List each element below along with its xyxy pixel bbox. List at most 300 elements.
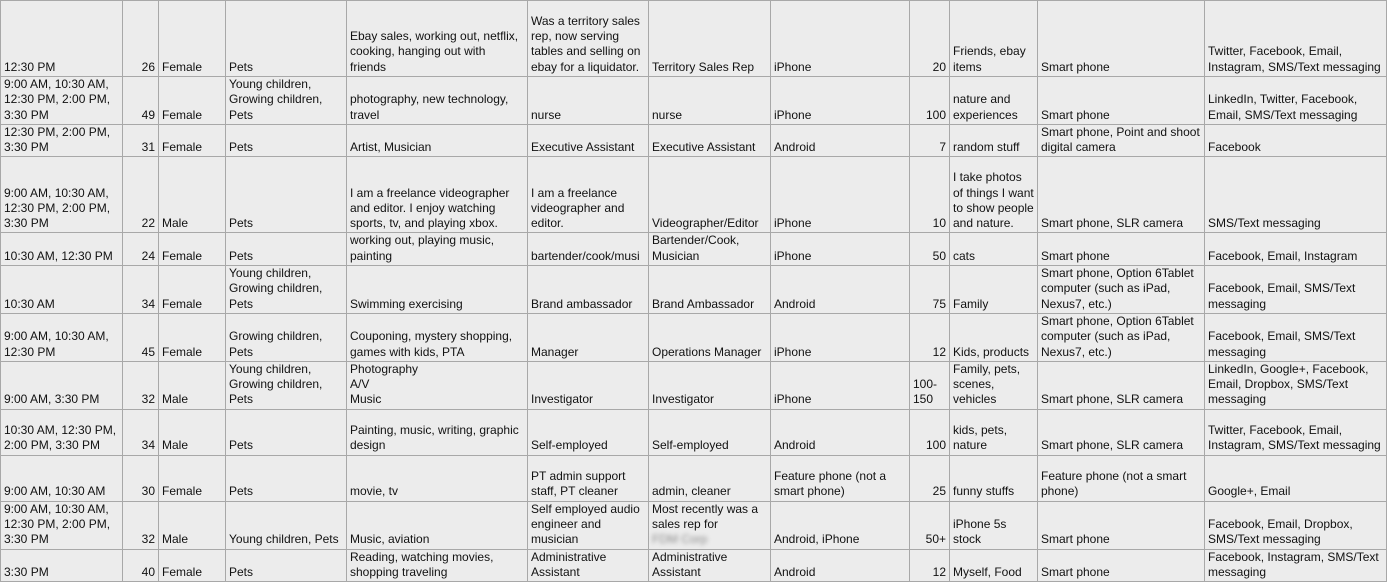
cell-social-services[interactable] [1205,77,1387,125]
cell-text: working out, playing music, painting [350,233,495,263]
cell-household[interactable] [226,409,347,455]
cell-text: Feature phone (not a smart phone) [774,469,887,499]
cell-photo-subjects[interactable] [950,409,1038,455]
cell-occupation[interactable] [649,266,771,314]
cell-text: I am a freelance videographer and editor. [531,185,625,231]
cell-session-times[interactable] [1,266,123,314]
cell-text: Smart phone [1041,564,1110,579]
cell-age[interactable] [123,313,159,361]
cell-interests[interactable] [347,124,528,157]
cell-household[interactable] [226,124,347,157]
cell-gender[interactable] [159,501,226,549]
table-row [1,313,1387,361]
cell-occupation[interactable] [649,549,771,582]
cell-text: Smart phone [1041,59,1110,74]
table-row [1,409,1387,455]
cell-text: Smart phone, SLR camera [1041,216,1184,231]
cell-text: Android [774,296,816,311]
cell-occupation[interactable] [649,124,771,157]
cell-household[interactable] [226,549,347,582]
cell-text: Music, aviation [350,532,430,547]
cell-text: 100 [925,438,946,453]
cell-occupation[interactable] [649,501,771,549]
cell-text: Smart phone [1041,107,1110,122]
cell-occupation-description[interactable] [528,124,649,157]
cell-devices[interactable] [1038,233,1205,266]
cell-occupation[interactable] [649,233,771,266]
cell-text: 34 [141,438,155,453]
cell-phone[interactable] [771,233,910,266]
table-row [1,361,1387,409]
cell-text: iPhone [774,392,812,407]
cell-gender[interactable] [159,409,226,455]
cell-phone[interactable] [771,266,910,314]
cell-text: Painting, music, writing, graphic design [350,423,519,453]
cell-photo-subjects[interactable] [950,313,1038,361]
cell-text: 50 [932,248,946,263]
table-row [1,1,1387,77]
cell-phone[interactable] [771,409,910,455]
cell-text: 12:30 PM, 2:00 PM, 3:30 PM [4,124,111,155]
cell-session-times[interactable] [1,124,123,157]
cell-text: Artist, Musician [350,140,432,155]
cell-text: 31 [141,140,155,155]
cell-occupation[interactable] [649,361,771,409]
table-row [1,455,1387,501]
cell-photo-count[interactable] [910,501,950,549]
cell-occupation[interactable] [649,77,771,125]
cell-session-times[interactable] [1,455,123,501]
cell-text: 10:30 AM [4,296,55,311]
cell-text: Videographer/Editor [652,216,759,231]
cell-text: Young children, Pets [229,532,339,547]
cell-text: iPhone [774,248,812,263]
cell-text: Facebook, Email, SMS/Text messaging [1208,281,1356,311]
cell-social-services[interactable] [1205,124,1387,157]
cell-age[interactable] [123,77,159,125]
cell-interests[interactable] [347,266,528,314]
cell-occupation-description[interactable] [528,313,649,361]
cell-text: 24 [141,248,155,263]
cell-photo-subjects[interactable] [950,1,1038,77]
cell-text: Pets [229,438,254,453]
cell-photo-count[interactable] [910,77,950,125]
cell-social-services[interactable] [1205,361,1387,409]
cell-household[interactable] [226,266,347,314]
cell-text: Pets [229,484,254,499]
cell-session-times[interactable] [1,77,123,125]
cell-text: bartender/cook/musi [531,248,640,263]
cell-occupation-description[interactable] [528,361,649,409]
cell-age[interactable] [123,1,159,77]
cell-photo-count[interactable] [910,266,950,314]
cell-phone[interactable] [771,501,910,549]
cell-text: nurse [652,107,683,122]
cell-text: photography, new technology, travel [350,92,509,122]
cell-text: Twitter, Facebook, Email, Instagram, SMS/Text messaging [1208,44,1381,74]
cell-text: Executive Assistant [531,140,635,155]
cell-text: Self-employed [531,438,608,453]
cell-occupation[interactable] [649,157,771,233]
cell-text: Bartender/Cook, Musician [652,233,740,263]
cell-age[interactable] [123,501,159,549]
cell-text: 34 [141,296,155,311]
cell-text: 30 [141,484,155,499]
cell-text: Facebook, Email, SMS/Text messaging [1208,329,1356,359]
cell-photo-subjects[interactable] [950,124,1038,157]
cell-phone[interactable] [771,157,910,233]
cell-text: nurse [531,107,562,122]
cell-text: 10:30 AM, 12:30 PM, 2:00 PM, 3:30 PM [4,423,117,453]
cell-photo-subjects[interactable] [950,77,1038,125]
cell-text: admin, cleaner [652,484,731,499]
cell-session-times[interactable] [1,157,123,233]
cell-text: Administrative Assistant [531,549,607,579]
cell-household[interactable] [226,455,347,501]
cell-occupation-description[interactable] [528,409,649,455]
cell-text: 20 [932,59,946,74]
cell-photo-count[interactable] [910,455,950,501]
cell-text: Female [162,564,203,579]
cell-text: PT admin support staff, PT cleaner [531,469,626,499]
cell-occupation-description[interactable] [528,455,649,501]
cell-text: Young children, Growing children, Pets [229,361,323,407]
cell-text: 3:30 PM [4,564,49,579]
cell-text: Administrative Assistant [652,549,728,579]
cell-phone[interactable] [771,313,910,361]
cell-text: Investigator [531,392,594,407]
cell-text: funny stuffs [953,484,1015,499]
cell-text: Female [162,484,203,499]
cell-household[interactable] [226,501,347,549]
cell-text: Smart phone [1041,248,1110,263]
cell-phone[interactable] [771,77,910,125]
cell-text: Facebook, Email, Dropbox, SMS/Text messaging [1208,517,1353,547]
cell-text: Myself, Food [953,564,1022,579]
cell-gender[interactable] [159,157,226,233]
cell-photo-subjects[interactable] [950,233,1038,266]
cell-household[interactable] [226,157,347,233]
cell-interests[interactable] [347,455,528,501]
cell-text: 50+ [925,532,946,547]
cell-text: Female [162,140,203,155]
cell-text: Couponing, mystery shopping, games with kids, PTA [350,329,513,359]
cell-text: cats [953,248,976,263]
cell-text: 32 [141,392,155,407]
cell-interests[interactable] [347,409,528,455]
cell-text: Android [774,564,816,579]
cell-text: 40 [141,564,155,579]
cell-text: 100 [925,107,946,122]
cell-occupation-description[interactable] [528,266,649,314]
cell-social-services[interactable] [1205,549,1387,582]
cell-text: movie, tv [350,484,399,499]
cell-photo-count[interactable] [910,313,950,361]
cell-devices[interactable] [1038,313,1205,361]
cell-age[interactable] [123,549,159,582]
cell-text: Self-employed [652,438,729,453]
cell-text: 45 [141,344,155,359]
cell-interests[interactable] [347,549,528,582]
cell-occupation-description[interactable] [528,501,649,549]
cell-text: Kids, products [953,344,1030,359]
cell-text: 9:00 AM, 10:30 AM, 12:30 PM [4,329,109,359]
cell-text: 100-150 [913,377,938,407]
cell-gender[interactable] [159,266,226,314]
cell-social-services[interactable] [1205,266,1387,314]
cell-household[interactable] [226,77,347,125]
cell-session-times[interactable] [1,1,123,77]
table-row [1,233,1387,266]
cell-text: Feature phone (not a smart phone) [1041,469,1187,499]
cell-photo-count[interactable] [910,549,950,582]
cell-text: Family, pets, scenes, vehicles [953,361,1021,407]
cell-occupation-description[interactable] [528,1,649,77]
cell-text: Male [162,392,189,407]
table-row [1,549,1387,582]
cell-text: Operations Manager [652,344,762,359]
cell-text: 49 [141,107,155,122]
cell-household[interactable] [226,361,347,409]
cell-text: Facebook, Instagram, SMS/Text messaging [1208,549,1379,579]
cell-session-times[interactable] [1,409,123,455]
cell-text: I take photos of things I want to show people and nature. [953,170,1034,231]
cell-text: Self employed audio engineer and musician [531,501,640,547]
cell-text: 12 [932,344,946,359]
table-row [1,124,1387,157]
cell-interests[interactable] [347,157,528,233]
cell-devices[interactable] [1038,409,1205,455]
cell-text: I am a freelance videographer and editor. I enjoy watching sports, tv, and playing xbox. [350,185,510,231]
cell-text: 10 [932,216,946,231]
cell-gender[interactable] [159,313,226,361]
cell-gender[interactable] [159,233,226,266]
cell-occupation[interactable] [649,409,771,455]
cell-photo-subjects[interactable] [950,549,1038,582]
cell-photo-subjects[interactable] [950,455,1038,501]
cell-age[interactable] [123,409,159,455]
cell-occupation-description[interactable] [528,233,649,266]
cell-text: Family [953,296,989,311]
cell-photo-subjects[interactable] [950,361,1038,409]
cell-age[interactable] [123,361,159,409]
cell-text: Pets [229,140,254,155]
cell-session-times[interactable] [1,233,123,266]
cell-text: SMS/Text messaging [1208,216,1321,231]
cell-text: Pets [229,564,254,579]
cell-text: Smart phone, Point and shoot digital camera [1041,124,1200,155]
cell-text: LinkedIn, Google+, Facebook, Email, Dropbox, SMS/Text messaging [1208,361,1369,407]
spreadsheet-body [1,1,1387,582]
cell-gender[interactable] [159,77,226,125]
cell-interests[interactable] [347,501,528,549]
cell-phone[interactable] [771,549,910,582]
cell-text: Google+, Email [1208,484,1291,499]
cell-text: Female [162,344,203,359]
cell-occupation[interactable] [649,455,771,501]
cell-occupation-description[interactable] [528,157,649,233]
cell-text: Pets [229,59,254,74]
cell-text: Twitter, Facebook, Email, Instagram, SMS/Text messaging [1208,423,1381,453]
cell-devices[interactable] [1038,549,1205,582]
cell-session-times[interactable] [1,361,123,409]
cell-household[interactable] [226,1,347,77]
cell-text: Pets [229,216,254,231]
cell-text: 25 [932,484,946,499]
cell-gender[interactable] [159,124,226,157]
cell-photo-subjects[interactable] [950,266,1038,314]
cell-phone[interactable] [771,361,910,409]
cell-devices[interactable] [1038,124,1205,157]
cell-social-services[interactable] [1205,1,1387,77]
cell-text: iPhone [774,107,812,122]
cell-text: 9:00 AM, 10:30 AM, 12:30 PM, 2:00 PM, 3:30 PM [4,185,111,231]
cell-text: Female [162,296,203,311]
cell-text: Reading, watching movies, shopping traveling [350,549,494,579]
table-row [1,266,1387,314]
cell-devices[interactable] [1038,1,1205,77]
cell-text: 9:00 AM, 10:30 AM, 12:30 PM, 2:00 PM, 3:30 PM [4,501,111,547]
cell-text: Smart phone, SLR camera [1041,392,1184,407]
cell-text: Smart phone [1041,532,1110,547]
cell-text: 75 [932,296,946,311]
cell-text: Android, iPhone [774,532,860,547]
cell-devices[interactable] [1038,501,1205,549]
cell-photo-count[interactable] [910,1,950,77]
cell-session-times[interactable] [1,313,123,361]
cell-text: Brand Ambassador [652,296,755,311]
cell-age[interactable] [123,266,159,314]
cell-text: Smart phone, Option 6Tablet computer (such as iPad, Nexus7, etc.) [1041,266,1194,311]
cell-text: Brand ambassador [531,296,633,311]
cell-phone[interactable] [771,1,910,77]
cell-gender[interactable] [159,455,226,501]
cell-text: iPhone [774,216,812,231]
cell-text: Friends, ebay items [953,44,1026,74]
cell-photo-count[interactable] [910,409,950,455]
cell-text: 12:30 PM [4,59,56,74]
cell-social-services[interactable] [1205,455,1387,501]
cell-text: Facebook, Email, Instagram [1208,248,1358,263]
cell-text: LinkedIn, Twitter, Facebook, Email, SMS/Text messaging [1208,92,1358,122]
cell-photo-subjects[interactable] [950,157,1038,233]
cell-text: Female [162,59,203,74]
cell-social-services[interactable] [1205,313,1387,361]
cell-text: Male [162,216,189,231]
cell-session-times[interactable] [1,549,123,582]
cell-text: iPhone [774,344,812,359]
cell-text: Swimming exercising [350,296,463,311]
cell-occupation-description[interactable] [528,549,649,582]
cell-text: Male [162,438,189,453]
cell-text: iPhone [774,59,812,74]
cell-text: iPhone 5s stock [953,517,1007,547]
cell-text: 26 [141,59,155,74]
cell-text: Young children, Growing children, Pets [229,266,323,311]
cell-text: Pets [229,248,254,263]
cell-gender[interactable] [159,361,226,409]
cell-text: Territory Sales Rep [652,59,755,74]
cell-text: Executive Assistant [652,140,756,155]
cell-session-times[interactable] [1,501,123,549]
cell-text: Ebay sales, working out, netflix, cooking, hanging out with friends [350,29,519,74]
cell-text: nature and experiences [953,92,1018,122]
cell-interests[interactable] [347,361,528,409]
cell-text: Investigator [652,392,715,407]
cell-text: Was a territory sales rep, now serving tables and selling on ebay for a liquidator. [531,13,641,74]
cell-photo-count[interactable] [910,233,950,266]
cell-text: 10:30 AM, 12:30 PM [4,248,113,263]
cell-household[interactable] [226,233,347,266]
cell-text: 7 [939,140,946,155]
redacted-company-name: FDM Corp [652,532,708,547]
cell-text: Female [162,107,203,122]
cell-text: Facebook [1208,140,1261,155]
cell-text: Android [774,438,816,453]
cell-interests[interactable] [347,233,528,266]
table-row [1,77,1387,125]
cell-social-services[interactable] [1205,157,1387,233]
cell-photo-count[interactable] [910,361,950,409]
cell-occupation[interactable] [649,1,771,77]
table-row [1,501,1387,549]
cell-interests[interactable] [347,313,528,361]
cell-household[interactable] [226,313,347,361]
cell-text: kids, pets, nature [953,423,1008,453]
cell-devices[interactable] [1038,77,1205,125]
cell-devices[interactable] [1038,361,1205,409]
cell-interests[interactable] [347,1,528,77]
cell-text: 9:00 AM, 10:30 AM, 12:30 PM, 2:00 PM, 3:30 PM [4,77,111,122]
cell-text: random stuff [953,140,1020,155]
cell-phone[interactable] [771,124,910,157]
cell-photo-subjects[interactable] [950,501,1038,549]
cell-gender[interactable] [159,549,226,582]
cell-text: 9:00 AM, 3:30 PM [4,392,100,407]
cell-devices[interactable] [1038,455,1205,501]
cell-occupation[interactable] [649,313,771,361]
cell-text: Photography A/V Music [350,361,419,407]
cell-photo-count[interactable] [910,124,950,157]
table-row [1,157,1387,233]
cell-text: 9:00 AM, 10:30 AM [4,484,106,499]
cell-age[interactable] [123,124,159,157]
cell-age[interactable] [123,157,159,233]
cell-text: Young children, Growing children, Pets [229,77,323,122]
cell-devices[interactable] [1038,157,1205,233]
cell-text: Most recently was a sales rep for [652,501,759,532]
cell-text: Male [162,532,189,547]
cell-text: 22 [141,216,155,231]
cell-text: Smart phone, Option 6Tablet computer (such as iPad, Nexus7, etc.) [1041,313,1194,359]
cell-occupation-description[interactable] [528,77,649,125]
cell-interests[interactable] [347,77,528,125]
cell-age[interactable] [123,455,159,501]
cell-text: 32 [141,532,155,547]
cell-social-services[interactable] [1205,501,1387,549]
cell-phone[interactable] [771,455,910,501]
cell-text: Smart phone, SLR camera [1041,438,1184,453]
cell-devices[interactable] [1038,266,1205,314]
cell-photo-count[interactable] [910,157,950,233]
cell-social-services[interactable] [1205,233,1387,266]
cell-text: Manager [531,344,579,359]
cell-social-services[interactable] [1205,409,1387,455]
cell-text: Growing children, Pets [229,329,323,359]
cell-gender[interactable] [159,1,226,77]
cell-age[interactable] [123,233,159,266]
cell-text: Android [774,140,816,155]
